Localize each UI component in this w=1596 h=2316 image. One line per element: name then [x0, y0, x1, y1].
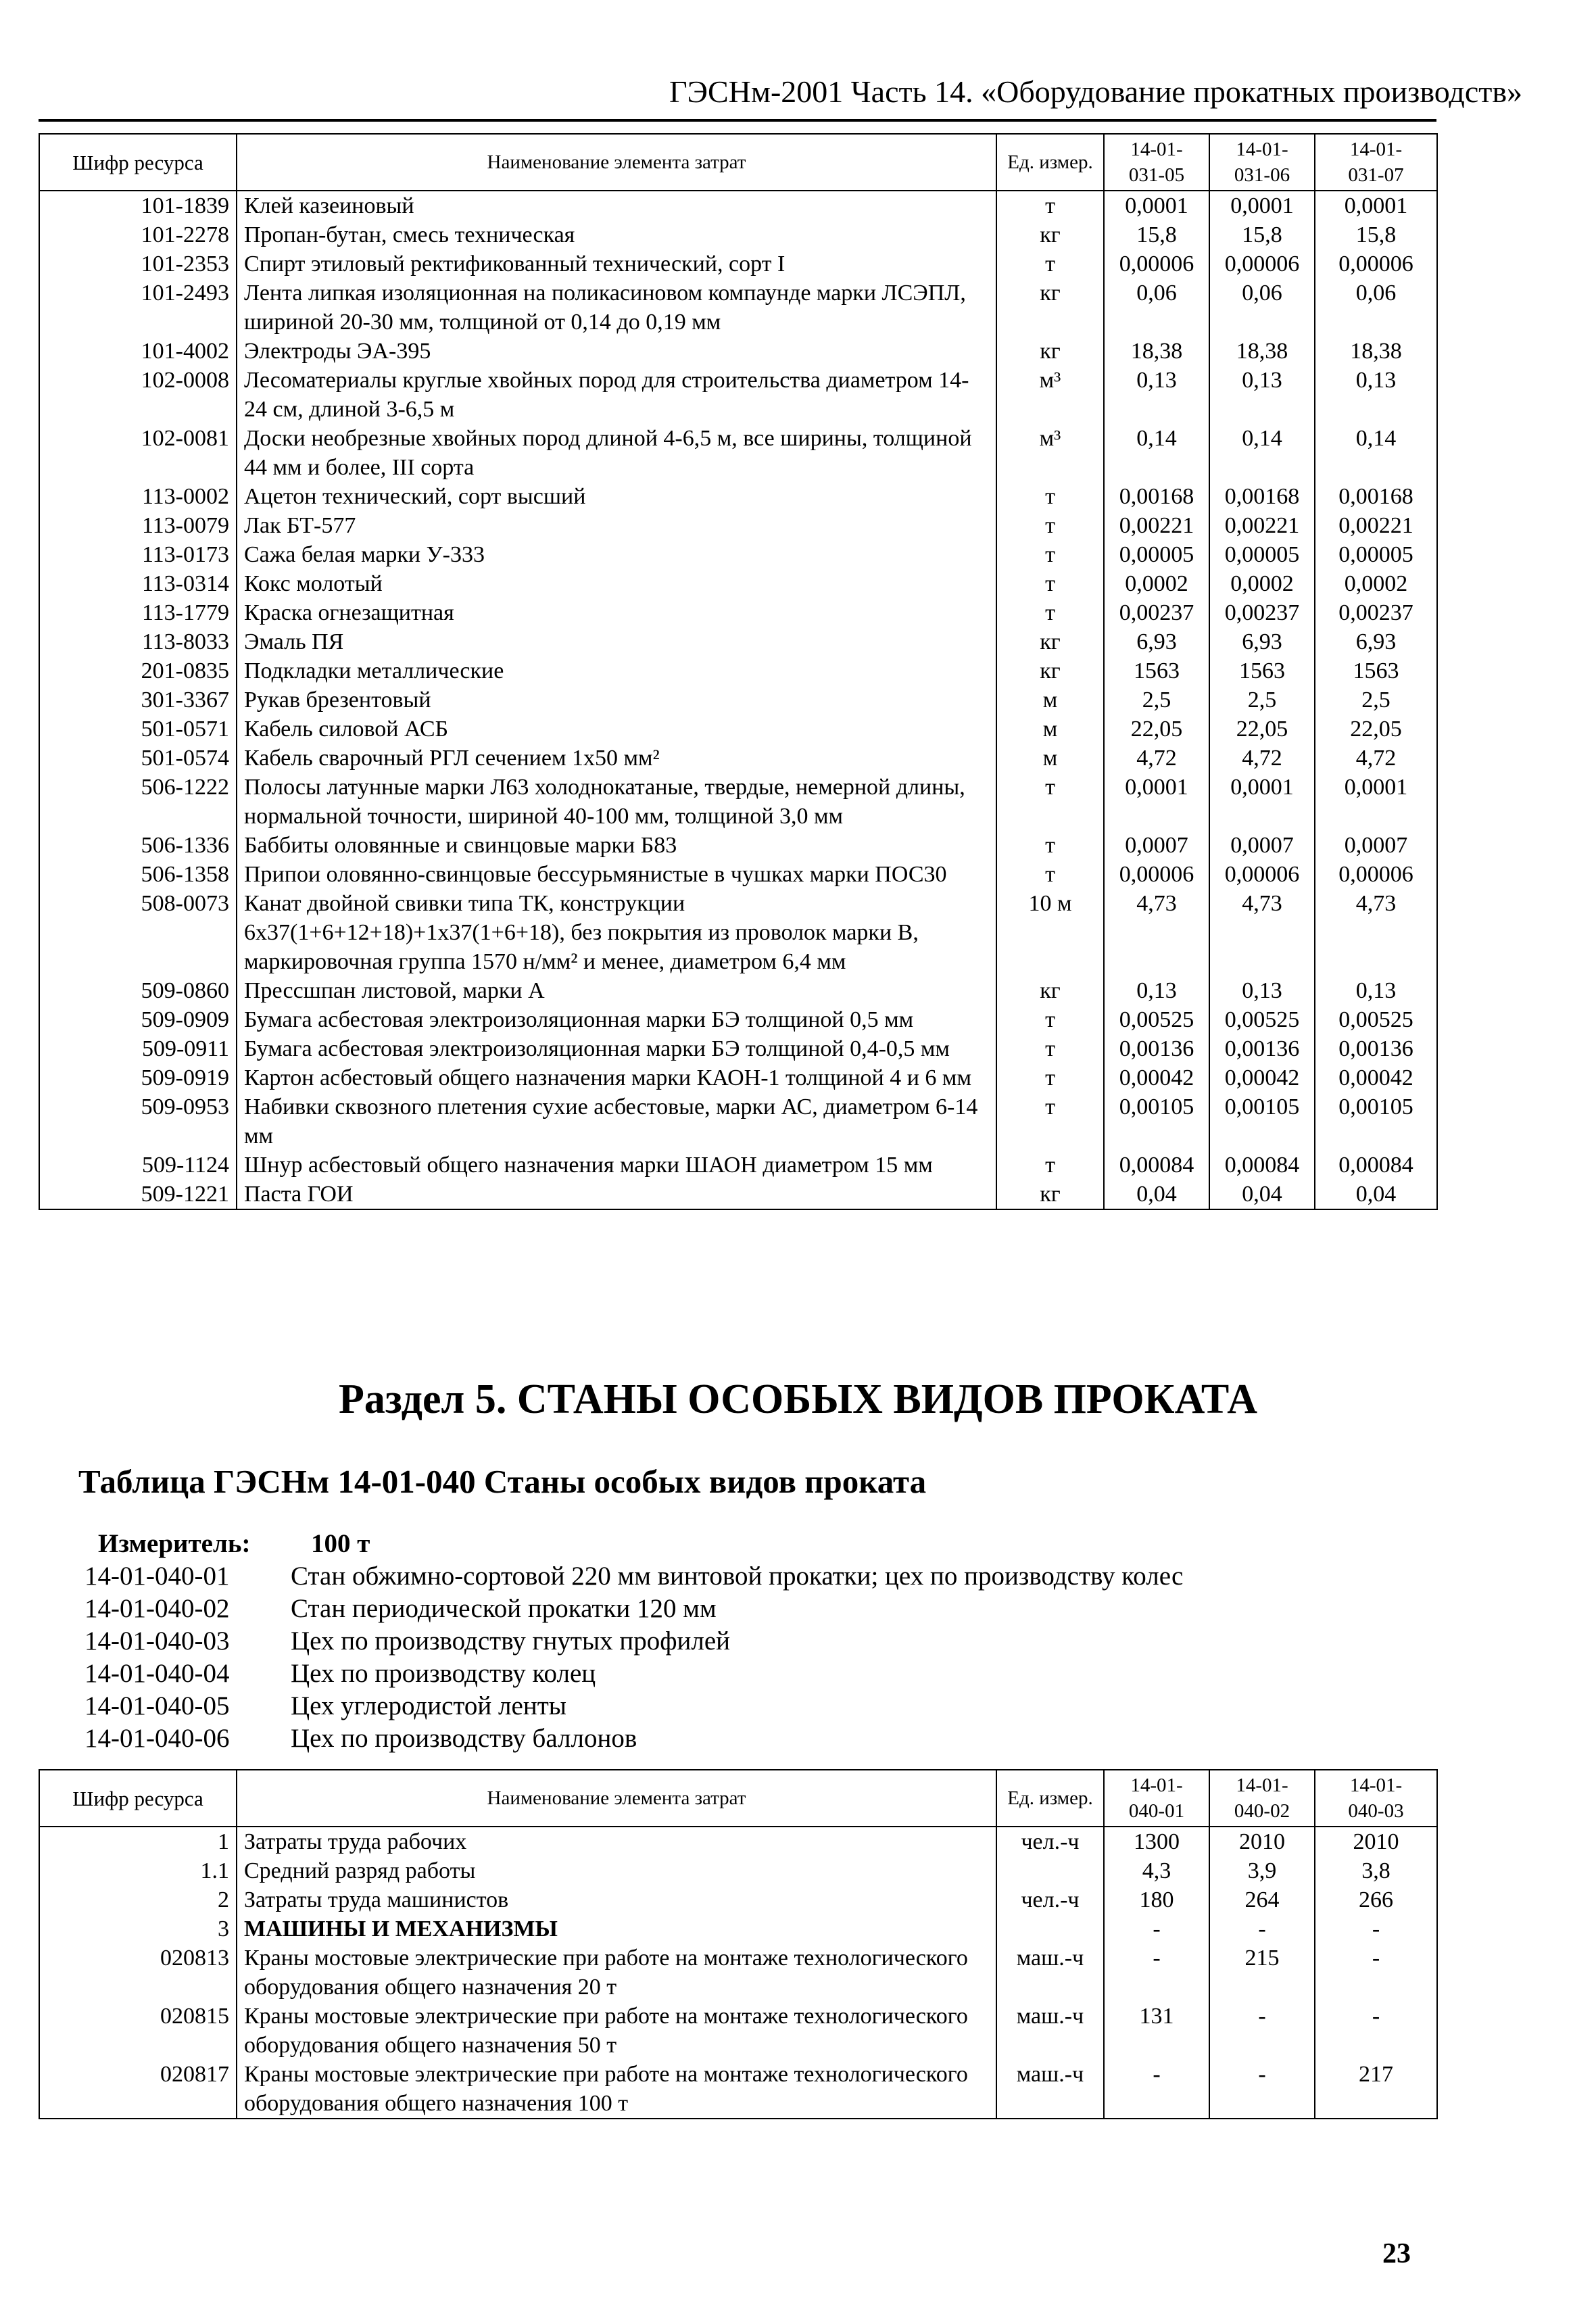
resource-code-cell: 101-2278	[39, 220, 237, 249]
norm-value-cell: 264	[1209, 1885, 1315, 1914]
norm-value-cell: 3,9	[1209, 1856, 1315, 1885]
cost-element-name-cell: Пропан-бутан, смесь техническая	[237, 220, 996, 249]
norm-value-cell: 6,93	[1209, 627, 1315, 656]
resource-code-cell: 509-1221	[39, 1180, 237, 1209]
cost-element-name-cell: Картон асбестовый общего назначения марки КАОН-1 толщиной 4 и 6 мм	[237, 1063, 996, 1092]
table-row	[39, 249, 1437, 279]
cost-element-name-cell: Клей казеиновый	[237, 191, 996, 220]
norm-value-cell: 15,8	[1209, 220, 1315, 249]
norm-value-cell: 0,0007	[1315, 831, 1437, 860]
norm-value-cell: 0,04	[1104, 1180, 1209, 1209]
page-header: ГЭСНм-2001 Часть 14. «Оборудование прокатных производств»	[669, 74, 1523, 109]
cost-element-name-cell: Кабель силовой АСБ	[237, 715, 996, 744]
unit-cell: м	[996, 715, 1104, 744]
norm-value-cell: 0,00006	[1104, 249, 1209, 279]
unit-cell	[996, 1914, 1104, 1944]
cost-element-name-cell: Прессшпан листовой, марки А	[237, 976, 996, 1005]
norm-value-cell: 217	[1315, 2060, 1437, 2119]
table-row	[39, 1151, 1437, 1180]
unit-cell: т	[996, 191, 1104, 220]
norm-value-cell: 0,00221	[1209, 511, 1315, 540]
norm-value-cell: 1563	[1315, 656, 1437, 685]
norm-value-cell: 266	[1315, 1885, 1437, 1914]
cost-element-name-cell: Средний разряд работы	[237, 1856, 996, 1885]
norm-value-cell: 0,0002	[1209, 569, 1315, 598]
norm-value-cell: 0,13	[1315, 366, 1437, 424]
unit-cell: кг	[996, 627, 1104, 656]
norm-value-cell: 0,00042	[1209, 1063, 1315, 1092]
cost-element-name-cell: Шнур асбестовый общего назначения марки ШАОН диаметром 15 мм	[237, 1151, 996, 1180]
resource-code-cell: 509-0953	[39, 1092, 237, 1151]
norm-value-cell: 15,8	[1315, 220, 1437, 249]
table-row	[39, 860, 1437, 889]
header-unit: Ед. измер.	[996, 134, 1104, 191]
cost-element-name-cell: Припои оловянно-свинцовые бессурьмянистые в чушках марки ПОС30	[237, 860, 996, 889]
resource-code-cell: 101-2493	[39, 279, 237, 337]
table-row	[39, 1063, 1437, 1092]
page-number: 23	[1382, 2238, 1411, 2269]
cost-element-name-cell: Набивки сквозного плетения сухие асбестовые, марки АС, диаметром 6-14 мм	[237, 1092, 996, 1151]
norm-value-cell: 2010	[1209, 1827, 1315, 1856]
table-row	[39, 482, 1437, 511]
meter-label: Измеритель:	[98, 1529, 251, 1558]
norm-value-cell: 0,13	[1209, 366, 1315, 424]
unit-cell: т	[996, 249, 1104, 279]
table-row	[39, 744, 1437, 773]
norm-value-cell: 0,13	[1209, 976, 1315, 1005]
unit-cell: т	[996, 1151, 1104, 1180]
unit-cell: м³	[996, 366, 1104, 424]
norm-value-cell: 0,00084	[1104, 1151, 1209, 1180]
resource-code-cell: 506-1222	[39, 773, 237, 831]
cost-element-name-cell: Ацетон технический, сорт высший	[237, 482, 996, 511]
cost-element-name-cell: Сажа белая марки У-333	[237, 540, 996, 569]
unit-cell: кг	[996, 656, 1104, 685]
resource-code-cell: 509-0911	[39, 1034, 237, 1063]
norm-item-code: 14-01-040-02	[84, 1594, 230, 1623]
cost-element-name-cell: Доски необрезные хвойных пород длиной 4-6,5 м, все ширины, толщиной 44 мм и более, III сорта	[237, 424, 996, 482]
norm-value-cell: 0,00221	[1315, 511, 1437, 540]
norm-value-cell: 0,00084	[1209, 1151, 1315, 1180]
norm-value-cell: -	[1209, 2060, 1315, 2119]
norm-value-cell: 0,00084	[1315, 1151, 1437, 1180]
cost-element-name-cell: Спирт этиловый ректификованный технический, сорт I	[237, 249, 996, 279]
unit-cell: 10 м	[996, 889, 1104, 976]
cost-element-name-cell: Краны мостовые электрические при работе на монтаже технологического оборудования общего назначения 20 т	[237, 1944, 996, 2002]
norm-value-cell: 1563	[1209, 656, 1315, 685]
header-norm-column-1: 14-01- 040-01	[1104, 1770, 1209, 1827]
norm-value-cell: 0,04	[1209, 1180, 1315, 1209]
cost-element-name-cell: Полосы латунные марки Л63 холоднокатаные, твердые, немерной длины, нормальной точности, шириной 40-100 мм, толщиной 3,0 мм	[237, 773, 996, 831]
norm-item-code: 14-01-040-01	[84, 1562, 230, 1591]
header-cost-element-name: Наименование элемента затрат	[237, 1770, 996, 1827]
norm-value-cell: -	[1315, 1944, 1437, 2002]
norm-value-cell: 0,00005	[1104, 540, 1209, 569]
resource-code-cell: 509-0919	[39, 1063, 237, 1092]
table-row	[39, 773, 1437, 831]
resource-code-cell: 301-3367	[39, 685, 237, 715]
unit-cell: маш.-ч	[996, 2060, 1104, 2119]
norm-value-cell: 0,00525	[1209, 1005, 1315, 1034]
norm-value-cell: 6,93	[1104, 627, 1209, 656]
norm-value-cell: 0,00006	[1315, 249, 1437, 279]
norm-value-cell: 0,00006	[1209, 860, 1315, 889]
norm-value-cell: 6,93	[1315, 627, 1437, 656]
resource-code-cell: 509-1124	[39, 1151, 237, 1180]
norm-item-code: 14-01-040-06	[84, 1724, 230, 1753]
table-row	[39, 1914, 1437, 1944]
unit-cell: т	[996, 540, 1104, 569]
unit-cell	[996, 1856, 1104, 1885]
norm-value-cell: 0,00005	[1315, 540, 1437, 569]
norm-value-cell: 2010	[1315, 1827, 1437, 1856]
table-row	[39, 569, 1437, 598]
table-row	[39, 279, 1437, 337]
unit-cell: маш.-ч	[996, 2002, 1104, 2060]
table-title: Таблица ГЭСНм 14-01-040 Станы особых видов проката	[78, 1463, 927, 1500]
norm-value-cell: 0,00136	[1209, 1034, 1315, 1063]
norm-value-cell: 4,72	[1209, 744, 1315, 773]
header-norm-column-3: 14-01- 040-03	[1315, 1770, 1437, 1827]
norm-value-cell: 18,38	[1209, 337, 1315, 366]
resource-code-cell: 113-8033	[39, 627, 237, 656]
table-row	[39, 1944, 1437, 2002]
header-norm-column-1: 14-01- 031-05	[1104, 134, 1209, 191]
norm-item-description: Стан периодической прокатки 120 мм	[291, 1594, 717, 1623]
resource-code-cell: 506-1358	[39, 860, 237, 889]
unit-cell: кг	[996, 220, 1104, 249]
resource-code-cell: 102-0081	[39, 424, 237, 482]
norm-value-cell: 0,00221	[1104, 511, 1209, 540]
cost-element-name-cell: Канат двойной свивки типа ТК, конструкции 6х37(1+6+12+18)+1х37(1+6+18), без покрытия из проволок марки В, маркировочная группа 1570 н/мм² и менее, диаметром 6,4 мм	[237, 889, 996, 976]
norm-value-cell: -	[1209, 1914, 1315, 1944]
norm-value-cell: 0,00006	[1315, 860, 1437, 889]
norm-value-cell: 0,00136	[1104, 1034, 1209, 1063]
norm-value-cell: 0,00105	[1209, 1092, 1315, 1151]
table-header-row	[39, 134, 1437, 191]
resource-code-cell: 113-1779	[39, 598, 237, 627]
cost-element-name-cell: Затраты труда рабочих	[237, 1827, 996, 1856]
cost-element-name-cell: Паста ГОИ	[237, 1180, 996, 1209]
cost-element-name-cell: Затраты труда машинистов	[237, 1885, 996, 1914]
norm-value-cell: 0,00136	[1315, 1034, 1437, 1063]
norm-value-cell: 0,04	[1315, 1180, 1437, 1209]
header-resource-code: Шифр ресурса	[39, 134, 237, 191]
resource-code-cell: 113-0173	[39, 540, 237, 569]
resource-code-cell: 020815	[39, 2002, 237, 2060]
table-row	[39, 598, 1437, 627]
unit-cell: т	[996, 1092, 1104, 1151]
norm-value-cell: 0,13	[1104, 976, 1209, 1005]
cost-element-name-cell: Кокс молотый	[237, 569, 996, 598]
cost-element-name-cell: Лента липкая изоляционная на поликасиновом компаунде марки ЛСЭПЛ, шириной 20-30 мм, толщиной от 0,14 до 0,19 мм	[237, 279, 996, 337]
norm-value-cell: 18,38	[1315, 337, 1437, 366]
norm-item-description: Цех по производству колец	[291, 1659, 596, 1688]
norm-value-cell: 4,73	[1104, 889, 1209, 976]
table-row	[39, 220, 1437, 249]
table-row	[39, 366, 1437, 424]
norm-item-code: 14-01-040-04	[84, 1659, 230, 1688]
resource-code-cell: 113-0002	[39, 482, 237, 511]
table-row	[39, 976, 1437, 1005]
norm-item-description: Цех по производству баллонов	[291, 1724, 637, 1753]
section-title: Раздел 5. СТАНЫ ОСОБЫХ ВИДОВ ПРОКАТА	[339, 1376, 1257, 1422]
header-rule	[39, 119, 1436, 122]
table-row	[39, 540, 1437, 569]
unit-cell: т	[996, 569, 1104, 598]
cost-element-name-cell: Эмаль ПЯ	[237, 627, 996, 656]
norm-value-cell: -	[1104, 1914, 1209, 1944]
norm-value-cell: 0,00042	[1315, 1063, 1437, 1092]
cost-element-name-cell: МАШИНЫ И МЕХАНИЗМЫ	[237, 1914, 996, 1944]
unit-cell: м³	[996, 424, 1104, 482]
unit-cell: чел.-ч	[996, 1885, 1104, 1914]
resource-code-cell: 020813	[39, 1944, 237, 2002]
norm-value-cell: 180	[1104, 1885, 1209, 1914]
cost-element-name-cell: Бумага асбестовая электроизоляционная марки БЭ толщиной 0,5 мм	[237, 1005, 996, 1034]
norm-value-cell: 0,00525	[1315, 1005, 1437, 1034]
resource-code-cell: 113-0314	[39, 569, 237, 598]
norm-value-cell: 1563	[1104, 656, 1209, 685]
norm-value-cell: 0,00237	[1209, 598, 1315, 627]
unit-cell: т	[996, 598, 1104, 627]
cost-element-name-cell: Кабель сварочный РГЛ сечением 1х50 мм²	[237, 744, 996, 773]
resource-code-cell: 508-0073	[39, 889, 237, 976]
norm-value-cell: 22,05	[1209, 715, 1315, 744]
cost-element-name-cell: Лак БТ-577	[237, 511, 996, 540]
unit-cell: т	[996, 1005, 1104, 1034]
resource-code-cell: 1	[39, 1827, 237, 1856]
norm-value-cell: 4,72	[1104, 744, 1209, 773]
unit-cell: т	[996, 860, 1104, 889]
norm-value-cell: 0,06	[1104, 279, 1209, 337]
norm-value-cell: 22,05	[1104, 715, 1209, 744]
norm-value-cell: 0,13	[1315, 976, 1437, 1005]
header-norm-column-2: 14-01- 031-06	[1209, 134, 1315, 191]
unit-cell: т	[996, 773, 1104, 831]
norm-value-cell: 0,06	[1209, 279, 1315, 337]
norm-value-cell: 0,00237	[1104, 598, 1209, 627]
table-row	[39, 889, 1437, 976]
norm-value-cell: 0,13	[1104, 366, 1209, 424]
resource-code-cell: 509-0909	[39, 1005, 237, 1034]
norm-item-description: Стан обжимно-сортовой 220 мм винтовой прокатки; цех по производству колес	[291, 1562, 1184, 1591]
resource-code-cell: 501-0571	[39, 715, 237, 744]
norm-value-cell: 0,00105	[1104, 1092, 1209, 1151]
norm-value-cell: 0,00042	[1104, 1063, 1209, 1092]
norm-value-cell: 2,5	[1104, 685, 1209, 715]
norm-value-cell: 0,0002	[1315, 569, 1437, 598]
resource-code-cell: 2	[39, 1885, 237, 1914]
norm-value-cell: -	[1104, 2060, 1209, 2119]
norm-value-cell: 0,0002	[1104, 569, 1209, 598]
norm-value-cell: 0,0001	[1104, 773, 1209, 831]
norm-value-cell: -	[1209, 2002, 1315, 2060]
resource-code-cell: 101-4002	[39, 337, 237, 366]
header-unit: Ед. измер.	[996, 1770, 1104, 1827]
table-row	[39, 1856, 1437, 1885]
resource-code-cell: 101-2353	[39, 249, 237, 279]
unit-cell: т	[996, 511, 1104, 540]
header-cost-element-name: Наименование элемента затрат	[237, 134, 996, 191]
table-row	[39, 1827, 1437, 1856]
table-row	[39, 831, 1437, 860]
norm-value-cell: 2,5	[1315, 685, 1437, 715]
header-resource-code: Шифр ресурса	[39, 1770, 237, 1827]
unit-cell: т	[996, 831, 1104, 860]
meter-value: 100 т	[311, 1529, 370, 1558]
resource-code-cell: 113-0079	[39, 511, 237, 540]
norm-value-cell: 0,0007	[1209, 831, 1315, 860]
norm-value-cell: 0,0001	[1209, 191, 1315, 220]
norm-value-cell: 0,00168	[1209, 482, 1315, 511]
unit-cell: кг	[996, 976, 1104, 1005]
cost-element-name-cell: Электроды ЭА-395	[237, 337, 996, 366]
cost-element-name-cell: Баббиты оловянные и свинцовые марки Б83	[237, 831, 996, 860]
norm-item-description: Цех по производству гнутых профилей	[291, 1626, 731, 1656]
unit-cell: т	[996, 1063, 1104, 1092]
table-row	[39, 1885, 1437, 1914]
resource-code-cell: 201-0835	[39, 656, 237, 685]
cost-element-name-cell: Рукав брезентовый	[237, 685, 996, 715]
norm-value-cell: 0,0007	[1104, 831, 1209, 860]
header-norm-column-3: 14-01- 031-07	[1315, 134, 1437, 191]
cost-element-name-cell: Подкладки металлические	[237, 656, 996, 685]
norm-value-cell: 0,00525	[1104, 1005, 1209, 1034]
table-row	[39, 656, 1437, 685]
unit-cell: т	[996, 482, 1104, 511]
unit-cell: кг	[996, 337, 1104, 366]
norm-value-cell: 0,00105	[1315, 1092, 1437, 1151]
norm-value-cell: 131	[1104, 2002, 1209, 2060]
table-row	[39, 1034, 1437, 1063]
norm-value-cell: 0,00006	[1209, 249, 1315, 279]
resource-code-cell: 102-0008	[39, 366, 237, 424]
unit-cell: т	[996, 1034, 1104, 1063]
norm-value-cell: 0,14	[1209, 424, 1315, 482]
unit-cell: кг	[996, 279, 1104, 337]
norm-value-cell: 0,00168	[1315, 482, 1437, 511]
table-row	[39, 2002, 1437, 2060]
norm-value-cell: 3,8	[1315, 1856, 1437, 1885]
norm-value-cell: -	[1315, 1914, 1437, 1944]
norm-value-cell: 15,8	[1104, 220, 1209, 249]
cost-element-name-cell: Краны мостовые электрические при работе на монтаже технологического оборудования общего назначения 50 т	[237, 2002, 996, 2060]
norm-value-cell: 0,00237	[1315, 598, 1437, 627]
norm-value-cell: 4,73	[1315, 889, 1437, 976]
norm-value-cell: 4,73	[1209, 889, 1315, 976]
cost-element-name-cell: Бумага асбестовая электроизоляционная марки БЭ толщиной 0,4-0,5 мм	[237, 1034, 996, 1063]
norm-value-cell: 1300	[1104, 1827, 1209, 1856]
unit-cell: кг	[996, 1180, 1104, 1209]
norm-value-cell: 0,06	[1315, 279, 1437, 337]
norm-value-cell: 0,0001	[1315, 191, 1437, 220]
resources-table	[39, 133, 1438, 1210]
resource-code-cell: 509-0860	[39, 976, 237, 1005]
norm-value-cell: 18,38	[1104, 337, 1209, 366]
table-header-row	[39, 1770, 1437, 1827]
cost-element-name-cell: Краны мостовые электрические при работе на монтаже технологического оборудования общего назначения 100 т	[237, 2060, 996, 2119]
unit-cell: м	[996, 744, 1104, 773]
norm-value-cell: 0,14	[1104, 424, 1209, 482]
norm-value-cell: 4,72	[1315, 744, 1437, 773]
norm-value-cell: 0,0001	[1209, 773, 1315, 831]
resource-code-cell: 020817	[39, 2060, 237, 2119]
table-row	[39, 2060, 1437, 2119]
norm-value-cell: 4,3	[1104, 1856, 1209, 1885]
resource-code-cell: 1.1	[39, 1856, 237, 1885]
table-row	[39, 1092, 1437, 1151]
table-row	[39, 424, 1437, 482]
table-row	[39, 1005, 1437, 1034]
resource-code-cell: 101-1839	[39, 191, 237, 220]
norm-value-cell: 215	[1209, 1944, 1315, 2002]
header-norm-column-2: 14-01- 040-02	[1209, 1770, 1315, 1827]
table-row	[39, 715, 1437, 744]
norm-value-cell: 0,00005	[1209, 540, 1315, 569]
unit-cell: м	[996, 685, 1104, 715]
norm-item-code: 14-01-040-03	[84, 1626, 230, 1656]
norm-value-cell: -	[1104, 1944, 1209, 2002]
norm-value-cell: 0,14	[1315, 424, 1437, 482]
unit-cell: чел.-ч	[996, 1827, 1104, 1856]
norm-value-cell: 0,0001	[1104, 191, 1209, 220]
cost-element-name-cell: Краска огнезащитная	[237, 598, 996, 627]
norm-value-cell: -	[1315, 2002, 1437, 2060]
table-row	[39, 191, 1437, 220]
norm-value-cell: 0,00006	[1104, 860, 1209, 889]
norm-value-cell: 22,05	[1315, 715, 1437, 744]
table-row	[39, 685, 1437, 715]
cost-element-name-cell: Лесоматериалы круглые хвойных пород для строительства диаметром 14-24 см, длиной 3-6,5 м	[237, 366, 996, 424]
resource-code-cell: 506-1336	[39, 831, 237, 860]
resource-code-cell: 501-0574	[39, 744, 237, 773]
norm-value-cell: 2,5	[1209, 685, 1315, 715]
norm-value-cell: 0,00168	[1104, 482, 1209, 511]
table-row	[39, 627, 1437, 656]
resource-code-cell: 3	[39, 1914, 237, 1944]
norm-item-description: Цех углеродистой ленты	[291, 1691, 566, 1720]
table-row	[39, 337, 1437, 366]
table-row	[39, 511, 1437, 540]
labor-machines-table	[39, 1769, 1438, 2119]
table-row	[39, 1180, 1437, 1209]
norm-item-code: 14-01-040-05	[84, 1691, 230, 1720]
unit-cell: маш.-ч	[996, 1944, 1104, 2002]
norm-value-cell: 0,0001	[1315, 773, 1437, 831]
